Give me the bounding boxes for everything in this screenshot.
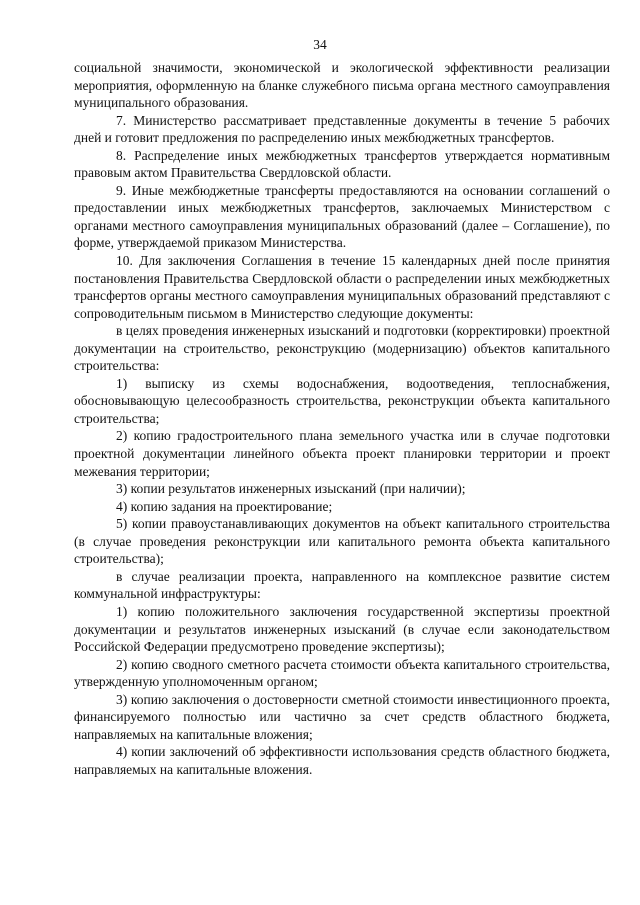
paragraph-continuation: социальной значимости, экономической и экологической эффективности реализации мероприятия, оформленную на бланке служебного письма органа местного самоуправления муниципального образования. [74, 60, 610, 111]
document-body [74, 59, 610, 778]
list-item-4: 4) копию задания на проектирование; [116, 498, 333, 514]
list-item-3: 3) копии результатов инженерных изысканий (при наличии); [116, 481, 466, 497]
paragraph-item-10: 10. Для заключения Соглашения в течение 15 календарных дней после принятия постановления Правительства Свердловской области о распределении иных межбюджетных трансфертов органы местного самоуправления муниципальных образований представляют с сопроводительным письмом в Министерство следующие документы: [74, 253, 610, 321]
list-item-3b: 3) копию заключения о достоверности сметной стоимости инвестиционного проекта, финансируемого полностью или частично за счет средств областного бюджета, направляемых на капитальные вложения; [74, 691, 610, 742]
list-item-4b: 4) копии заключений об эффективности использования средств областного бюджета, направляемых на капитальные вложения. [74, 744, 610, 777]
list-item-5: 5) копии правоустанавливающих документов на объект капитального строительства (в случае проведения реконструкции или капитального ремонта объекта капитального строительства); [74, 516, 610, 567]
list-item-2: 2) копию градостроительного плана земельного участка или в случае подготовки проектной документации линейного объекта проект планировки территории и проект межевания территории; [74, 428, 610, 479]
paragraph-engineering-surveys: в целях проведения инженерных изысканий и подготовки (корректировки) проектной документации на строительство, реконструкцию (модернизацию) объектов капитального строительства: [74, 323, 610, 374]
paragraph-item-9: 9. Иные межбюджетные трансферты предоставляются на основании соглашений о предоставлении иных межбюджетных трансфертов, заключаемых Министерством с органами местного самоуправления муниципальных образований (далее – Соглашение), по форме, утверждаемой приказом Министерства. [74, 182, 610, 251]
paragraph-item-8: 8. Распределение иных межбюджетных трансфертов утверждается нормативным правовым актом Правительства Свердловской области. [74, 147, 610, 181]
paragraph-item-7: 7. Министерство рассматривает представленные документы в течение 5 рабочих дней и готовит предложения по распределению иных межбюджетных трансфертов. [74, 112, 610, 146]
list-item-2b: 2) копию сводного сметного расчета стоимости объекта капитального строительства, утвержденную уполномоченным органом; [74, 656, 610, 690]
list-item-1b: 1) копию положительного заключения государственной экспертизы проектной документации и результатов инженерных изысканий (в случае если законодательством Российской Федерации предусмотрено проведение экспертизы); [74, 603, 610, 655]
paragraph-communal-infrastructure: в случае реализации проекта, направленного на комплексное развитие систем коммунальной инфраструктуры: [74, 568, 610, 602]
page-number: 34 [313, 37, 327, 52]
list-item-1: 1) выписку из схемы водоснабжения, водоотведения, теплоснабжения, обосновывающую целесообразность строительства, реконструкции объекта капитального строительства; [74, 375, 610, 426]
